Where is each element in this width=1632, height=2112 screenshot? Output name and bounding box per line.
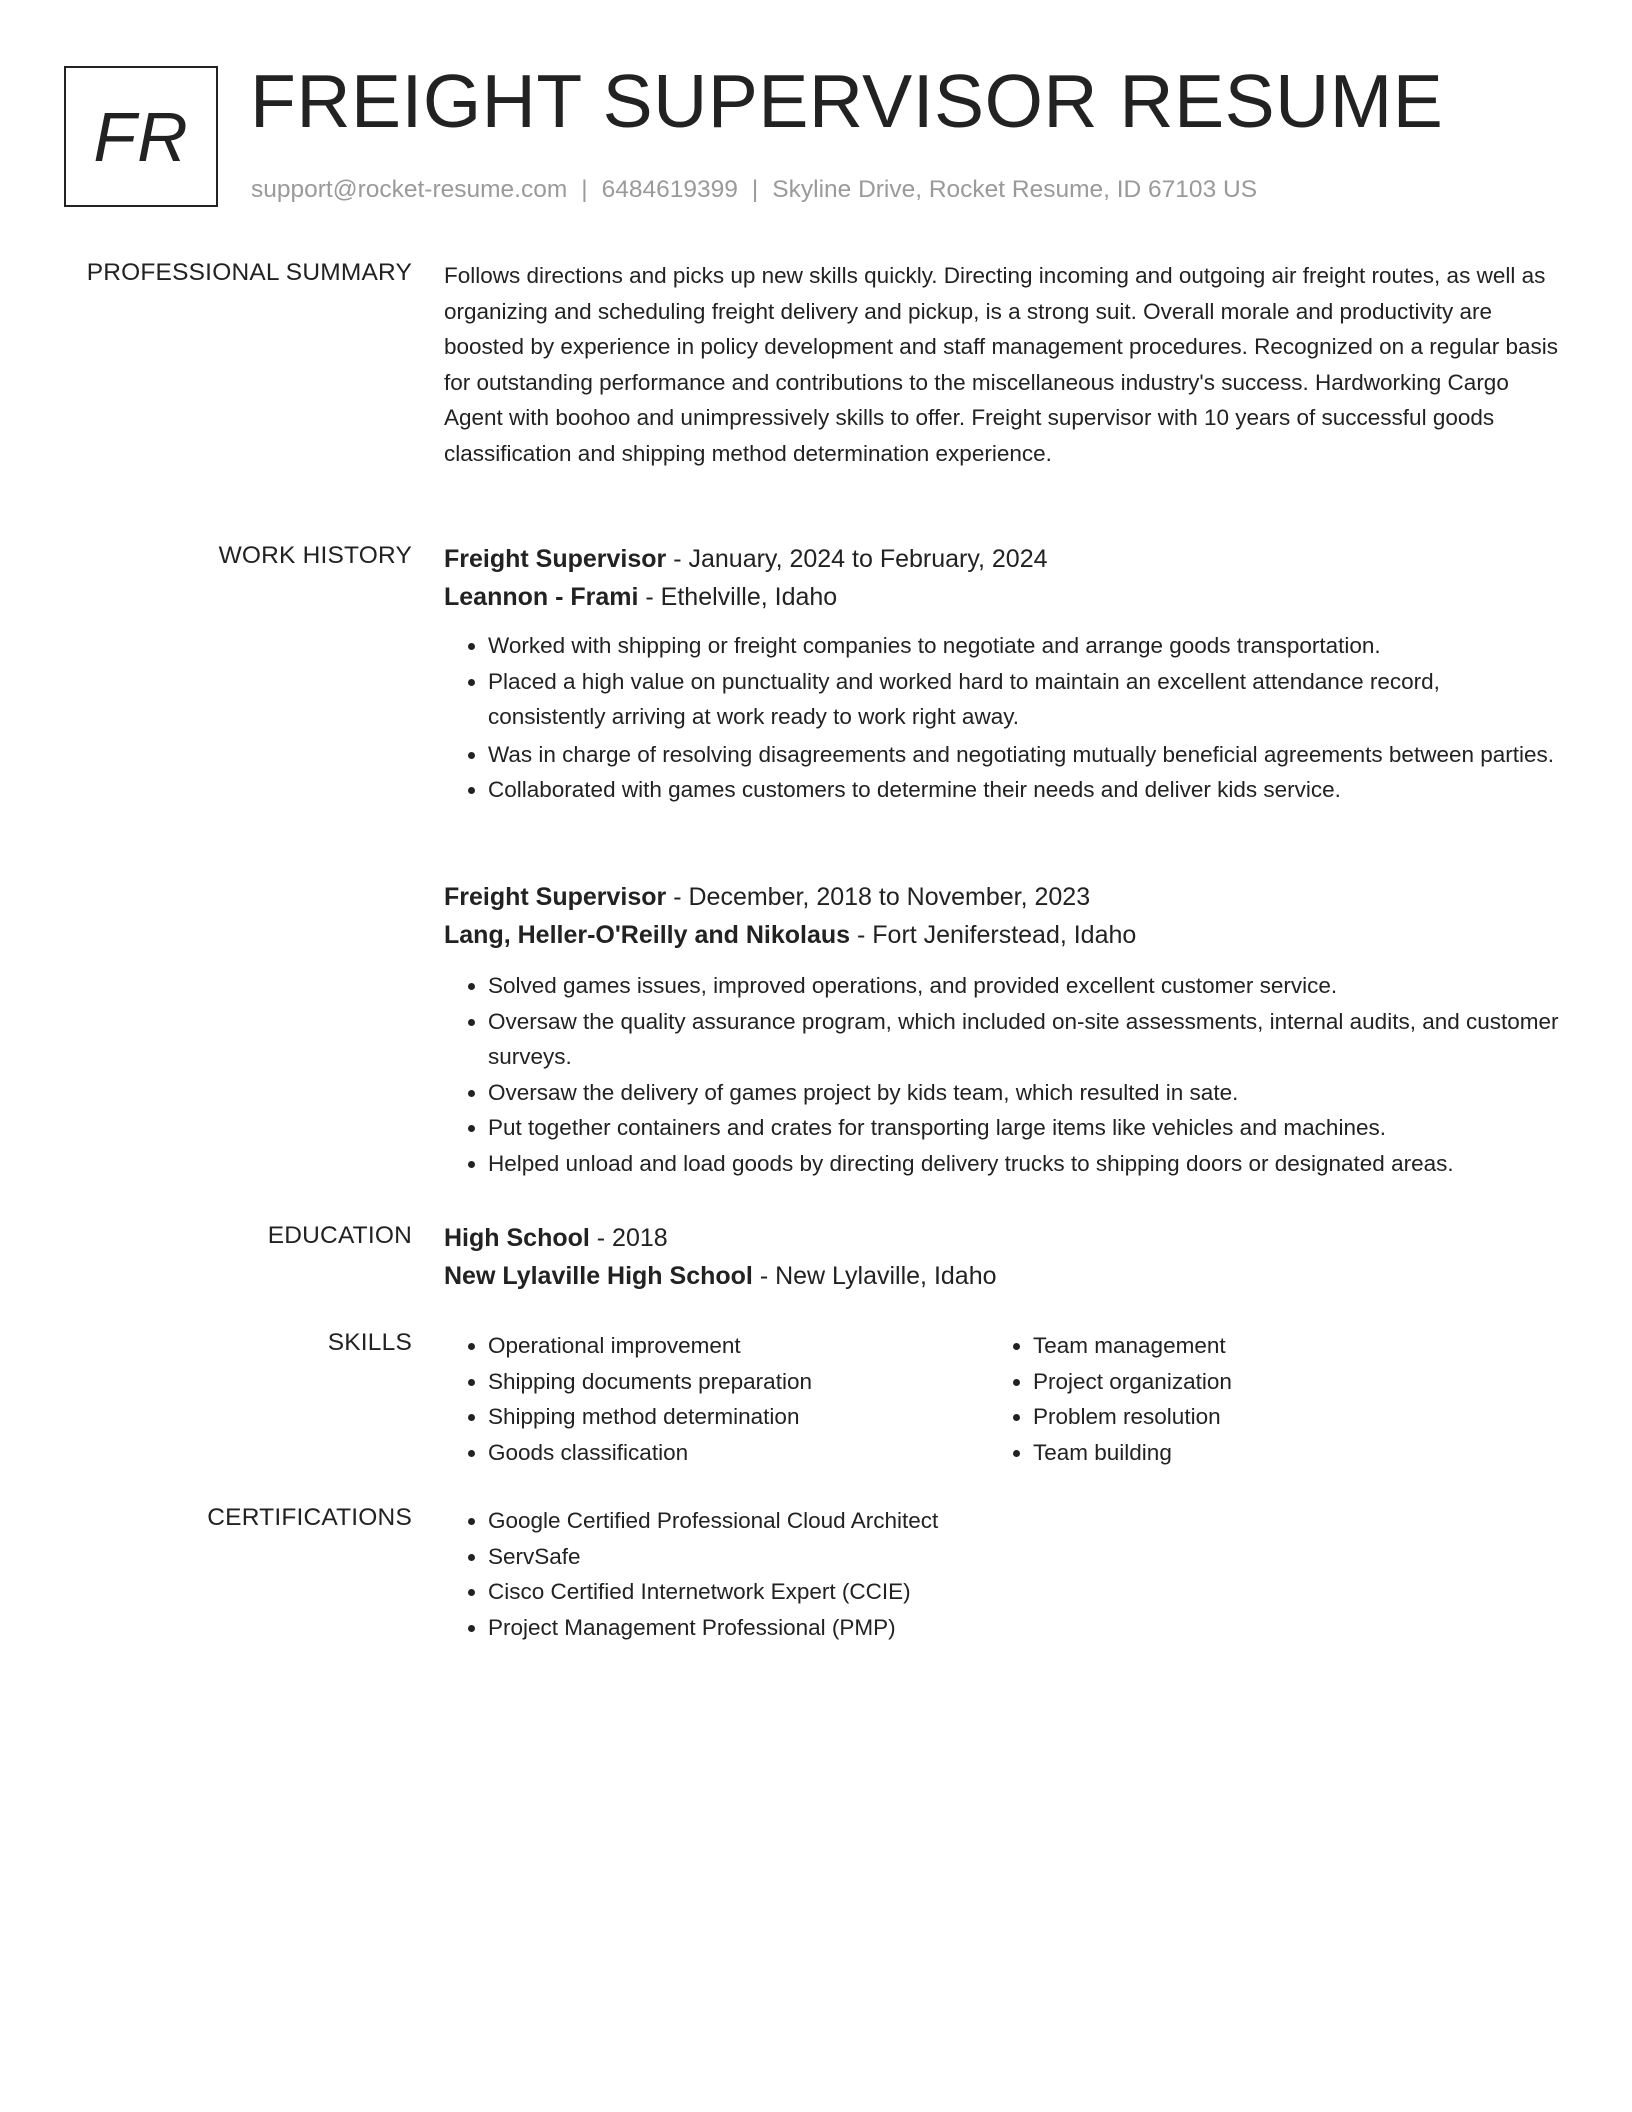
skills-column-left bbox=[444, 1328, 989, 1470]
job-location: - Fort Jeniferstead, Idaho bbox=[850, 921, 1137, 949]
skills-grid bbox=[444, 1328, 1562, 1470]
job-bullets bbox=[444, 968, 1562, 1181]
skill-item: • Project organization bbox=[1033, 1364, 1534, 1400]
job-company: Leannon - Frami bbox=[444, 583, 639, 611]
skill-item: • Goods classification bbox=[488, 1435, 989, 1471]
contact-line bbox=[251, 175, 1257, 204]
section-heading: CERTIFICATIONS bbox=[207, 1504, 412, 1531]
section-heading: PROFESSIONAL SUMMARY bbox=[86, 259, 412, 286]
summary-text: Follows directions and picks up new skills quickly. Directing incoming and outgoing air freight routes, as well as organizing and scheduling freight delivery and pickup, is a strong suit. Overall morale and productivity are boosted by experience in policy development and staff management procedures. Recognized on a regular basis for outstanding performance and contributions to the miscellaneous industry's success. Hardworking Cargo Agent with boohoo and unimpressively skills to offer. Freight supervisor with 10 years of successful goods classification and shipping method determination experience. bbox=[444, 263, 1559, 466]
education-degree: High School bbox=[444, 1224, 590, 1252]
job-bullet: • Placed a high value on punctuality and worked hard to maintain an excellent attendance record, consistently arriving at work ready to work right away. bbox=[488, 664, 1562, 735]
education-location: - New Lylaville, Idaho bbox=[752, 1262, 997, 1290]
job-bullets bbox=[444, 628, 1562, 808]
certification-item: • Cisco Certified Internetwork Expert (CCIE) bbox=[488, 1574, 1562, 1610]
contact-email: support@rocket-resume.com bbox=[251, 176, 568, 203]
job-entry bbox=[444, 540, 1562, 808]
job-company-line bbox=[444, 578, 1562, 616]
job-title: Freight Supervisor bbox=[444, 545, 667, 573]
contact-separator: | bbox=[751, 176, 759, 203]
job-bullet: • Solved games issues, improved operations, and provided excellent customer service. bbox=[488, 968, 1562, 1004]
job-company: Lang, Heller-O'Reilly and Nikolaus bbox=[444, 921, 851, 949]
job-dates: - December, 2018 to November, 2023 bbox=[666, 883, 1091, 911]
job-title-line bbox=[444, 540, 1562, 578]
skills-column-right bbox=[989, 1328, 1534, 1470]
job-bullet: • Worked with shipping or freight companies to negotiate and arrange goods transportation. bbox=[488, 628, 1562, 664]
skills-list bbox=[989, 1328, 1534, 1470]
job-dates: - January, 2024 to February, 2024 bbox=[666, 545, 1048, 573]
certification-item: • ServSafe bbox=[488, 1539, 1562, 1575]
contact-separator: | bbox=[581, 176, 588, 203]
section-heading: SKILLS bbox=[327, 1329, 412, 1356]
section-heading: WORK HISTORY bbox=[218, 542, 412, 569]
skill-item: • Shipping documents preparation bbox=[488, 1364, 989, 1400]
education-degree-line bbox=[444, 1219, 1562, 1257]
job-bullet: • Put together containers and crates for transporting large items like vehicles and machines. bbox=[488, 1110, 1562, 1146]
skill-item: • Operational improvement bbox=[488, 1328, 989, 1364]
job-title: Freight Supervisor bbox=[444, 883, 667, 911]
contact-phone: 6484619399 bbox=[601, 176, 738, 203]
job-bullet: • Helped unload and load goods by directing delivery trucks to shipping doors or designated areas. bbox=[488, 1146, 1562, 1182]
job-entry bbox=[444, 878, 1562, 1181]
skill-item: • Problem resolution bbox=[1033, 1399, 1534, 1435]
job-location: - Ethelville, Idaho bbox=[638, 583, 838, 611]
education-school: New Lylaville High School bbox=[444, 1262, 753, 1290]
skill-item: • Team building bbox=[1033, 1435, 1534, 1471]
contact-address: Skyline Drive, Rocket Resume, ID 67103 US bbox=[772, 176, 1258, 203]
job-bullet: • Was in charge of resolving disagreements and negotiating mutually beneficial agreements between parties. bbox=[488, 737, 1562, 773]
job-title-line bbox=[444, 878, 1562, 916]
skills-list bbox=[444, 1328, 989, 1470]
certification-item: • Google Certified Professional Cloud Architect bbox=[488, 1503, 1562, 1539]
job-bullet: • Oversaw the delivery of games project by kids team, which resulted in sate. bbox=[488, 1075, 1562, 1111]
certifications-list bbox=[444, 1503, 1562, 1645]
section-heading: EDUCATION bbox=[267, 1222, 412, 1249]
job-bullet: • Oversaw the quality assurance program, which included on-site assessments, internal audits, and customer surveys. bbox=[488, 1004, 1562, 1075]
skill-item: • Team management bbox=[1033, 1328, 1534, 1364]
certification-item: • Project Management Professional (PMP) bbox=[488, 1610, 1562, 1646]
monogram-box bbox=[64, 66, 218, 207]
education-year: - 2018 bbox=[589, 1224, 668, 1252]
education-school-line bbox=[444, 1257, 1562, 1295]
skill-item: • Shipping method determination bbox=[488, 1399, 989, 1435]
monogram-initials: FR bbox=[93, 97, 189, 176]
job-company-line bbox=[444, 916, 1562, 954]
resume-title: FREIGHT SUPERVISOR RESUME bbox=[250, 59, 1444, 143]
job-bullet: • Collaborated with games customers to determine their needs and deliver kids service. bbox=[488, 772, 1562, 808]
